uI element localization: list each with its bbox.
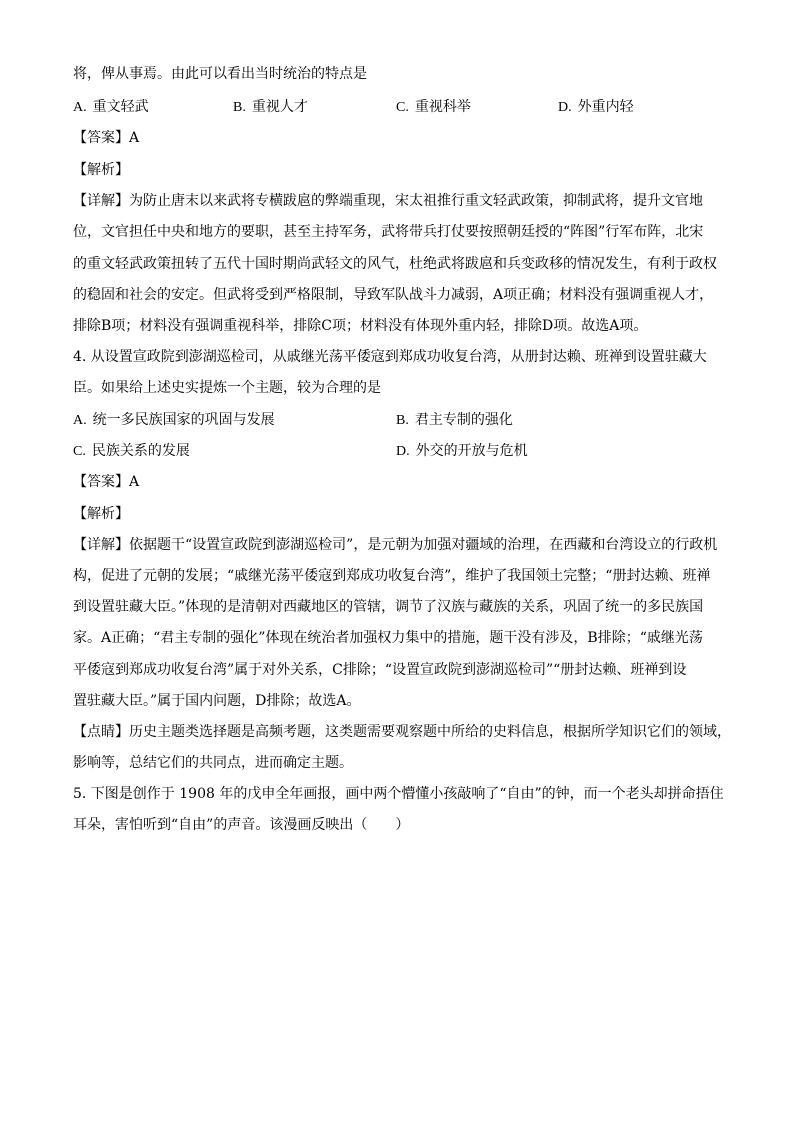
option-text: 民族关系的发展 xyxy=(91,443,190,459)
option-letter: C. xyxy=(396,100,409,115)
q4-stem-line-1: 4. 从设置宣政院到澎湖巡检司，从戚继光荡平倭寇到郑成功收复台湾，从册封达赖、班禅到设置驻藏大 xyxy=(73,349,707,365)
option-text: 统一多民族国家的巩固与发展 xyxy=(92,412,275,428)
q3-detail-line-5: 排除B项；材料没有强调重视科举，排除C项；材料没有体现外重内轻，排除D项。故选A项。 xyxy=(73,318,648,334)
option-text: 外交的开放与危机 xyxy=(415,443,528,459)
option-letter: A. xyxy=(73,100,87,115)
q5-stem-line-2: 耳朵，害怕听到“自由”的声音。该漫画反映出（ ） xyxy=(73,817,410,833)
answer-value: A xyxy=(129,474,140,490)
q4-stem-line-2: 臣。如果给上述史实提炼一个主题，较为合理的是 xyxy=(73,380,381,396)
comment-tag: 【点睛】 xyxy=(73,724,129,740)
q4-detail-line-5: 平倭寇到郑成功收复台湾”属于对外关系，C排除；“设置宣政院到澎湖巡检司”“册封达赖、班禅到设 xyxy=(73,662,687,678)
q3-analysis-tag xyxy=(73,160,733,180)
option-letter: D. xyxy=(396,444,410,459)
q4-option-a xyxy=(73,410,275,431)
q3-option-a xyxy=(73,97,149,118)
q3-detail-line-2: 位，文官担任中央和地方的要职，甚至主持军务，武将带兵打仗要按照朝廷授的“阵图”行军布阵，北宋 xyxy=(73,224,704,240)
answer-tag: 【答案】 xyxy=(73,130,129,146)
detail-tag: 【详解】 xyxy=(73,193,129,209)
detail-text: 为防止唐末以来武将专横跋扈的弊端重现，宋太祖推行重文轻武政策，抑制武将，提升文官地 xyxy=(129,193,703,209)
option-letter: D. xyxy=(558,100,572,115)
q4-detail-line-3: 到设置驻藏大臣。”体现的是清朝对西藏地区的管辖，调节了汉族与藏族的关系，巩固了统一的多民族国 xyxy=(73,599,704,615)
option-letter: A. xyxy=(73,413,87,428)
answer-value: A xyxy=(129,130,140,146)
q3-stem-tail: 将，俾从事焉。由此可以看出当时统治的特点是 xyxy=(73,66,367,82)
q3-detail-line-4: 的稳固和社会的安定。但武将受到严格限制，导致军队战斗力减弱，A项正确；材料没有强调重视人才， xyxy=(73,287,714,303)
q4-detail-line-1 xyxy=(73,535,733,555)
analysis-tag: 【解析】 xyxy=(73,162,129,178)
q4-detail-line-2: 构，促进了元朝的发展；“戚继光荡平倭寇到郑成功收复台湾”，维护了我国领土完整；“册封达赖、班禅 xyxy=(73,568,711,584)
analysis-tag: 【解析】 xyxy=(73,506,129,522)
answer-tag: 【答案】 xyxy=(73,474,129,490)
option-text: 外重内轻 xyxy=(577,99,634,115)
detail-text: 依据题干“设置宣政院到澎湖巡检司”，是元朝为加强对疆域的治理，在西藏和台湾设立的行政机 xyxy=(129,537,718,553)
detail-tag: 【详解】 xyxy=(73,537,129,553)
q4-answer xyxy=(73,472,733,492)
option-letter: B. xyxy=(396,413,409,428)
q4-detail-line-4: 家。A正确；“君主专制的强化”体现在统治者加强权力集中的措施，题干没有涉及，B排除；“戚继光荡 xyxy=(73,630,703,646)
q4-option-c xyxy=(73,441,190,462)
q3-option-c xyxy=(396,97,471,118)
q4-option-b xyxy=(396,410,513,431)
q3-option-d xyxy=(558,97,634,118)
q3-answer xyxy=(73,128,733,148)
q4-comment-line-1 xyxy=(73,722,733,742)
q4-option-d xyxy=(396,441,528,462)
q5-stem-line-1: 5. 下图是创作于 1908 年的戊申全年画报，画中两个懵懂小孩敲响了“自由”的钟，而一个老头却拼命捂住 xyxy=(73,786,724,802)
option-letter: B. xyxy=(233,100,246,115)
q4-comment-line-2: 影响等，总结它们的共同点，进而确定主题。 xyxy=(73,755,353,771)
q3-option-b xyxy=(233,97,308,118)
q4-analysis-tag xyxy=(73,504,733,524)
q3-detail-line-3: 的重文轻武政策扭转了五代十国时期尚武轻文的风气，杜绝武将跋扈和兵变政移的情况发生，有利于政权 xyxy=(73,256,717,272)
option-letter: C. xyxy=(73,444,86,459)
option-text: 重视人才 xyxy=(251,99,308,115)
option-text: 重文轻武 xyxy=(92,99,149,115)
comment-text: 历史主题类选择题是高频考题，这类题需要观察题中所给的史料信息，根据所学知识它们的领域， xyxy=(129,724,731,740)
option-text: 君主专制的强化 xyxy=(414,412,513,428)
q4-detail-line-6: 置驻藏大臣。”属于国内问题，D排除；故选A。 xyxy=(73,693,361,709)
q3-detail-line-1 xyxy=(73,191,733,211)
option-text: 重视科举 xyxy=(414,99,471,115)
